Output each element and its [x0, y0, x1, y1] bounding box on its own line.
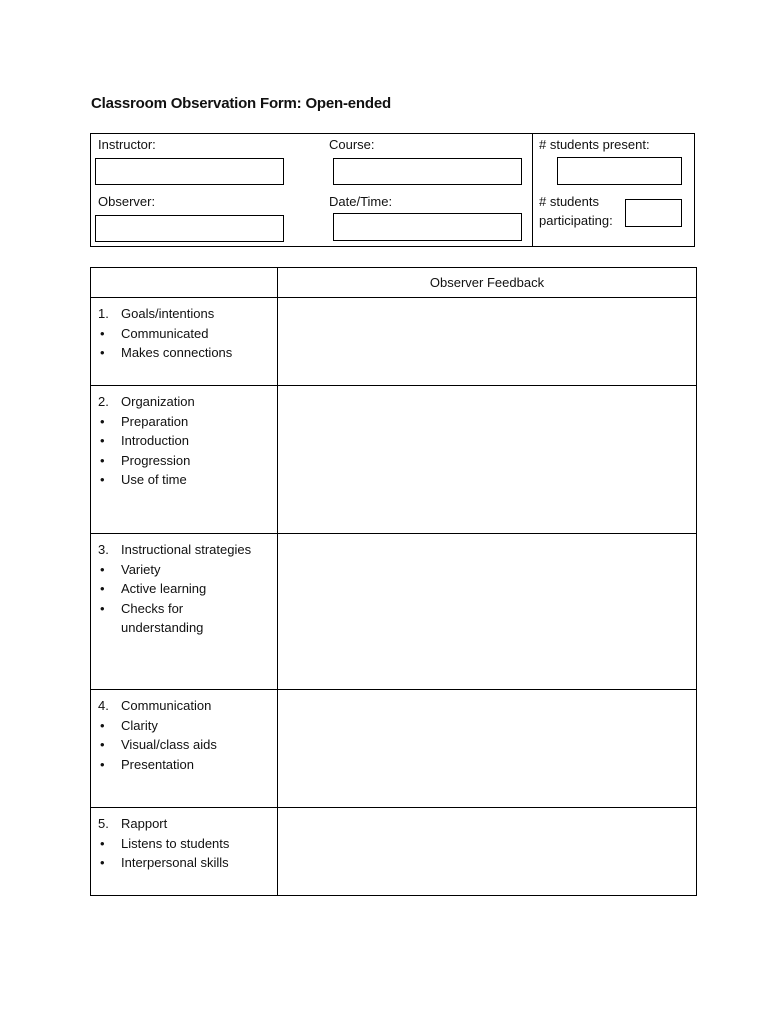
list-item: • Use of time — [98, 470, 271, 490]
feedback-cell[interactable] — [278, 808, 697, 896]
category-title: Instructional strategies — [121, 542, 252, 557]
students-participating-field[interactable] — [625, 199, 682, 227]
students-present-field[interactable] — [557, 157, 682, 185]
header-blank-cell — [91, 268, 278, 298]
category-number: 5. — [98, 816, 109, 831]
info-section — [90, 133, 695, 247]
category-number: 4. — [98, 698, 109, 713]
list-item: • Active learning — [98, 579, 271, 599]
list-item: • Presentation — [98, 755, 271, 775]
table-row — [91, 298, 697, 386]
datetime-label: Date/Time: — [329, 194, 393, 209]
category-title: Goals/intentions — [121, 306, 215, 321]
category-number: 1. — [98, 306, 109, 321]
table-header-row — [91, 268, 697, 298]
feedback-cell[interactable] — [278, 386, 697, 534]
category-title: Organization — [121, 394, 195, 409]
category-cell — [91, 690, 278, 808]
students-participating-label-line2: participating: — [539, 213, 613, 228]
list-item: • Makes connections — [98, 343, 271, 363]
category-number: 2. — [98, 394, 109, 409]
info-divider — [532, 134, 533, 246]
category-number: 3. — [98, 542, 109, 557]
instructor-field[interactable] — [95, 158, 284, 185]
list-item: • Clarity — [98, 716, 271, 736]
category-title: Communication — [121, 698, 212, 713]
table-row — [91, 534, 697, 690]
list-item: • Variety — [98, 560, 271, 580]
feedback-cell[interactable] — [278, 298, 697, 386]
course-label: Course: — [329, 137, 375, 152]
table-row — [91, 386, 697, 534]
form-title: Classroom Observation Form: Open-ended — [91, 95, 391, 112]
list-item: • Progression — [98, 451, 271, 471]
course-field[interactable] — [333, 158, 522, 185]
observation-table — [90, 267, 697, 896]
observer-label: Observer: — [98, 194, 156, 209]
observer-feedback-header: Observer Feedback — [278, 268, 697, 298]
table-row — [91, 808, 697, 896]
category-cell — [91, 298, 278, 386]
feedback-cell[interactable] — [278, 534, 697, 690]
list-item: • Listens to students — [98, 834, 271, 854]
list-item: • Introduction — [98, 431, 271, 451]
list-item: • Communicated — [98, 324, 271, 344]
category-cell — [91, 534, 278, 690]
list-item: • Checks for understanding — [98, 599, 226, 638]
datetime-field[interactable] — [333, 213, 522, 241]
category-cell — [91, 808, 278, 896]
list-item: • Interpersonal skills — [98, 853, 271, 873]
list-item: • Visual/class aids — [98, 735, 271, 755]
list-item: • Preparation — [98, 412, 271, 432]
category-cell — [91, 386, 278, 534]
students-present-label: # students present: — [539, 137, 650, 152]
students-participating-label-line1: # students — [539, 194, 599, 209]
category-title: Rapport — [121, 816, 168, 831]
instructor-label: Instructor: — [98, 137, 156, 152]
observer-field[interactable] — [95, 215, 284, 242]
table-row — [91, 690, 697, 808]
feedback-cell[interactable] — [278, 690, 697, 808]
